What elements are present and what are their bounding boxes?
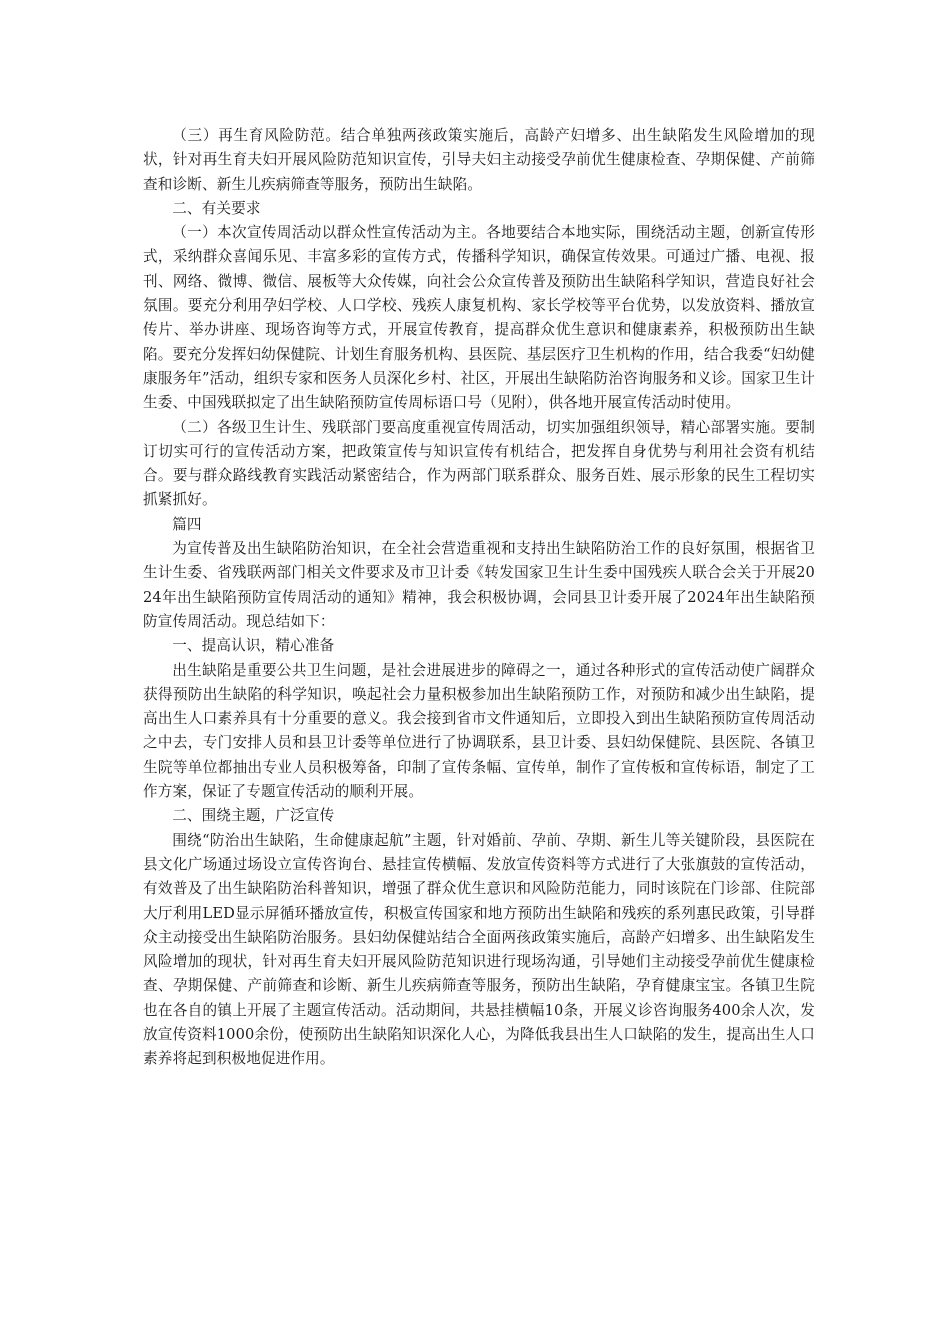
paragraph-requirement-one: （一）本次宣传周活动以群众性宣传活动为主。各地要结合本地实际，围绕活动主题，创新宣传形式，采纳群众喜闻乐见、丰富多彩的宣传方式，传播科学知识，确保宣传效果。可通过广播、电视、报刊、网络、微博、微信、展板等大众传媒，向社会公众宣传普及预防出生缺陷科学知识，营造良好社会氛围。要充分利用孕妇学校、人口学校、残疾人康复机构、家长学校等平台优势，以发放资料、播放宣传片、举办讲座、现场咨询等方式，开展宣传教育，提高群众优生意识和健康素养，积极预防出生缺陷。要充分发挥妇幼保健院、计划生育服务机构、县医院、基层医疗卫生机构的作用，结合我委“妇幼健康服务年”活动，组织专家和医务人员深化乡村、社区，开展出生缺陷防治咨询服务和义诊。国家卫生计生委、中国残联拟定了出生缺陷预防宣传周标语口号（见附），供各地开展宣传活动时使用。 (143, 224, 815, 412)
heading-part-four: 篇四 (172, 515, 202, 533)
paragraph-intro: 为宣传普及出生缺陷防治知识，在全社会营造重视和支持出生缺陷防治工作的良好氛围，根据省卫生计生委、省残联两部门相关文件要求及市卫计委《转发国家卫生计生委中国残疾人联合会关于开展2024年出生缺陷预防宣传周活动的通知》精神，我会积极协调，会同县卫计委开展了2024年出生缺陷预防宣传周活动。现总结如下： (143, 540, 815, 630)
paragraph-rebirth-risk: （三）再生育风险防范。结合单独两孩政策实施后，高龄产妇增多、出生缺陷发生风险增加的现状，针对再生育夫妇开展风险防范知识宣传，引导夫妇主动接受孕前优生健康检查、孕期保健、产前筛查和诊断、新生儿疾病筛查等服务，预防出生缺陷。 (143, 127, 815, 193)
heading-requirements: 二、有关要求 (172, 199, 261, 217)
paragraph-awareness: 出生缺陷是重要公共卫生问题，是社会进展进步的障碍之一，通过各种形式的宣传活动使广阔群众获得预防出生缺陷的科学知识，唤起社会力量积极参加出生缺陷预防工作，对预防和减少出生缺陷，提高出生人口素养具有十分重要的意义。我会接到省市文件通知后，立即投入到出生缺陷预防宣传周活动之中去，专门安排人员和县卫计委等单位进行了协调联系，县卫计委、县妇幼保健院、县医院、各镇卫生院等单位都抽出专业人员积极筹备，印制了宣传条幅、宣传单，制作了宣传板和宣传标语，制定了工作方案，保证了专题宣传活动的顺利开展。 (143, 661, 815, 801)
paragraph-requirement-two: （二）各级卫生计生、残联部门要高度重视宣传周活动，切实加强组织领导，精心部署实施。要制订切实可行的宣传活动方案，把政策宣传与知识宣传有机结合，把发挥自身优势与利用社会资有机结合。要与群众路线教育实践活动紧密结合，作为两部门联系群众、服务百姓、展示形象的民生工程切实抓紧抓好。 (143, 418, 815, 509)
document-body (143, 124, 815, 1072)
heading-publicity: 二、围绕主题，广泛宣传 (172, 807, 335, 825)
paragraph-publicity: 围绕“防治出生缺陷，生命健康起航”主题，针对婚前、孕前、孕期、新生儿等关键阶段，县医院在县文化广场通过场设立宣传咨询台、悬挂宣传横幅、发放宣传资料等方式进行了大张旗鼓的宣传活动，有效普及了出生缺陷防治科普知识，增强了群众优生意识和风险防范能力，同时该院在门诊部、住院部大厅利用LED显示屏循环播放宣传，积极宣传国家和地方预防出生缺陷和残疾的系列惠民政策，引导群众主动接受出生缺陷防治服务。县妇幼保健站结合全面两孩政策实施后，高龄产妇增多、出生缺陷发生风险增加的现状，针对再生育夫妇开展风险防范知识进行现场沟通，引导她们主动接受孕前优生健康检查、孕期保健、产前筛查和诊断、新生儿疾病筛查等服务，预防出生缺陷，孕育健康宝宝。各镇卫生院也在各自的镇上开展了主题宣传活动。活动期间，共悬挂横幅10条，开展义诊咨询服务400余人次，发放宣传资料1000余份，使预防出生缺陷知识深化人心，为降低我县出生人口缺陷的发生，提高出生人口素养将起到积极地促进作用。 (143, 831, 815, 1068)
heading-awareness: 一、提高认识，精心准备 (172, 637, 335, 655)
